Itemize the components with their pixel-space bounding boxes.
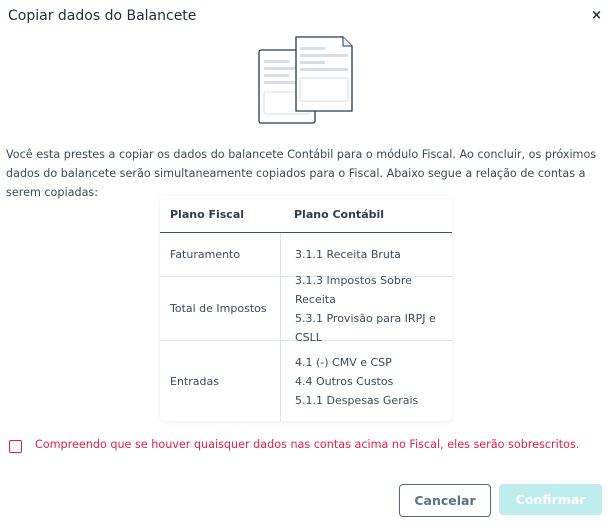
overwrite-checkbox[interactable]	[9, 440, 22, 453]
account-item: 3.1.1 Receita Bruta	[295, 248, 401, 261]
fiscal-cell: Faturamento	[170, 248, 241, 261]
table-header	[160, 196, 452, 233]
fiscal-cell: Total de Impostos	[170, 302, 267, 315]
confirm-button[interactable]: Confirmar	[499, 484, 602, 515]
table-row	[160, 273, 452, 344]
account-item: 5.1.1 Despesas Gerais	[295, 393, 419, 407]
account-item: 4.4 Outros Custos	[295, 374, 394, 388]
contabil-cell	[280, 341, 452, 421]
header-plano-fiscal: Plano Fiscal	[170, 207, 245, 221]
description-text: Você esta prestes a copiar os dados do balancete Contábil para o módulo Fiscal. Ao concluir, os próximos dados do balancete serão simultaneamente copiados para o Fiscal. Abaixo segue a relação de contas a serem copiadas:	[6, 148, 597, 199]
account-item: 3.1.3 Impostos Sobre Receita	[295, 273, 412, 306]
close-icon[interactable]: ×	[591, 8, 602, 23]
dialog-title: Copiar dados do Balancete	[8, 8, 197, 24]
accounts-table	[160, 196, 452, 421]
contabil-cell	[280, 273, 452, 344]
overwrite-warning-label[interactable]: Compreendo que se houver quaisquer dados nas contas acima no Fiscal, eles serão sobrescritos.	[35, 438, 580, 451]
cancel-button[interactable]: Cancelar	[399, 484, 491, 517]
documents-icon	[255, 30, 355, 126]
account-item: 4.1 (-) CMV e CSP	[295, 355, 392, 369]
fiscal-cell: Entradas	[170, 374, 219, 388]
table-row	[160, 341, 452, 421]
account-item: 5.3.1 Provisão para IRPJ e CSLL	[295, 311, 436, 344]
header-plano-contabil: Plano Contábil	[294, 207, 385, 221]
